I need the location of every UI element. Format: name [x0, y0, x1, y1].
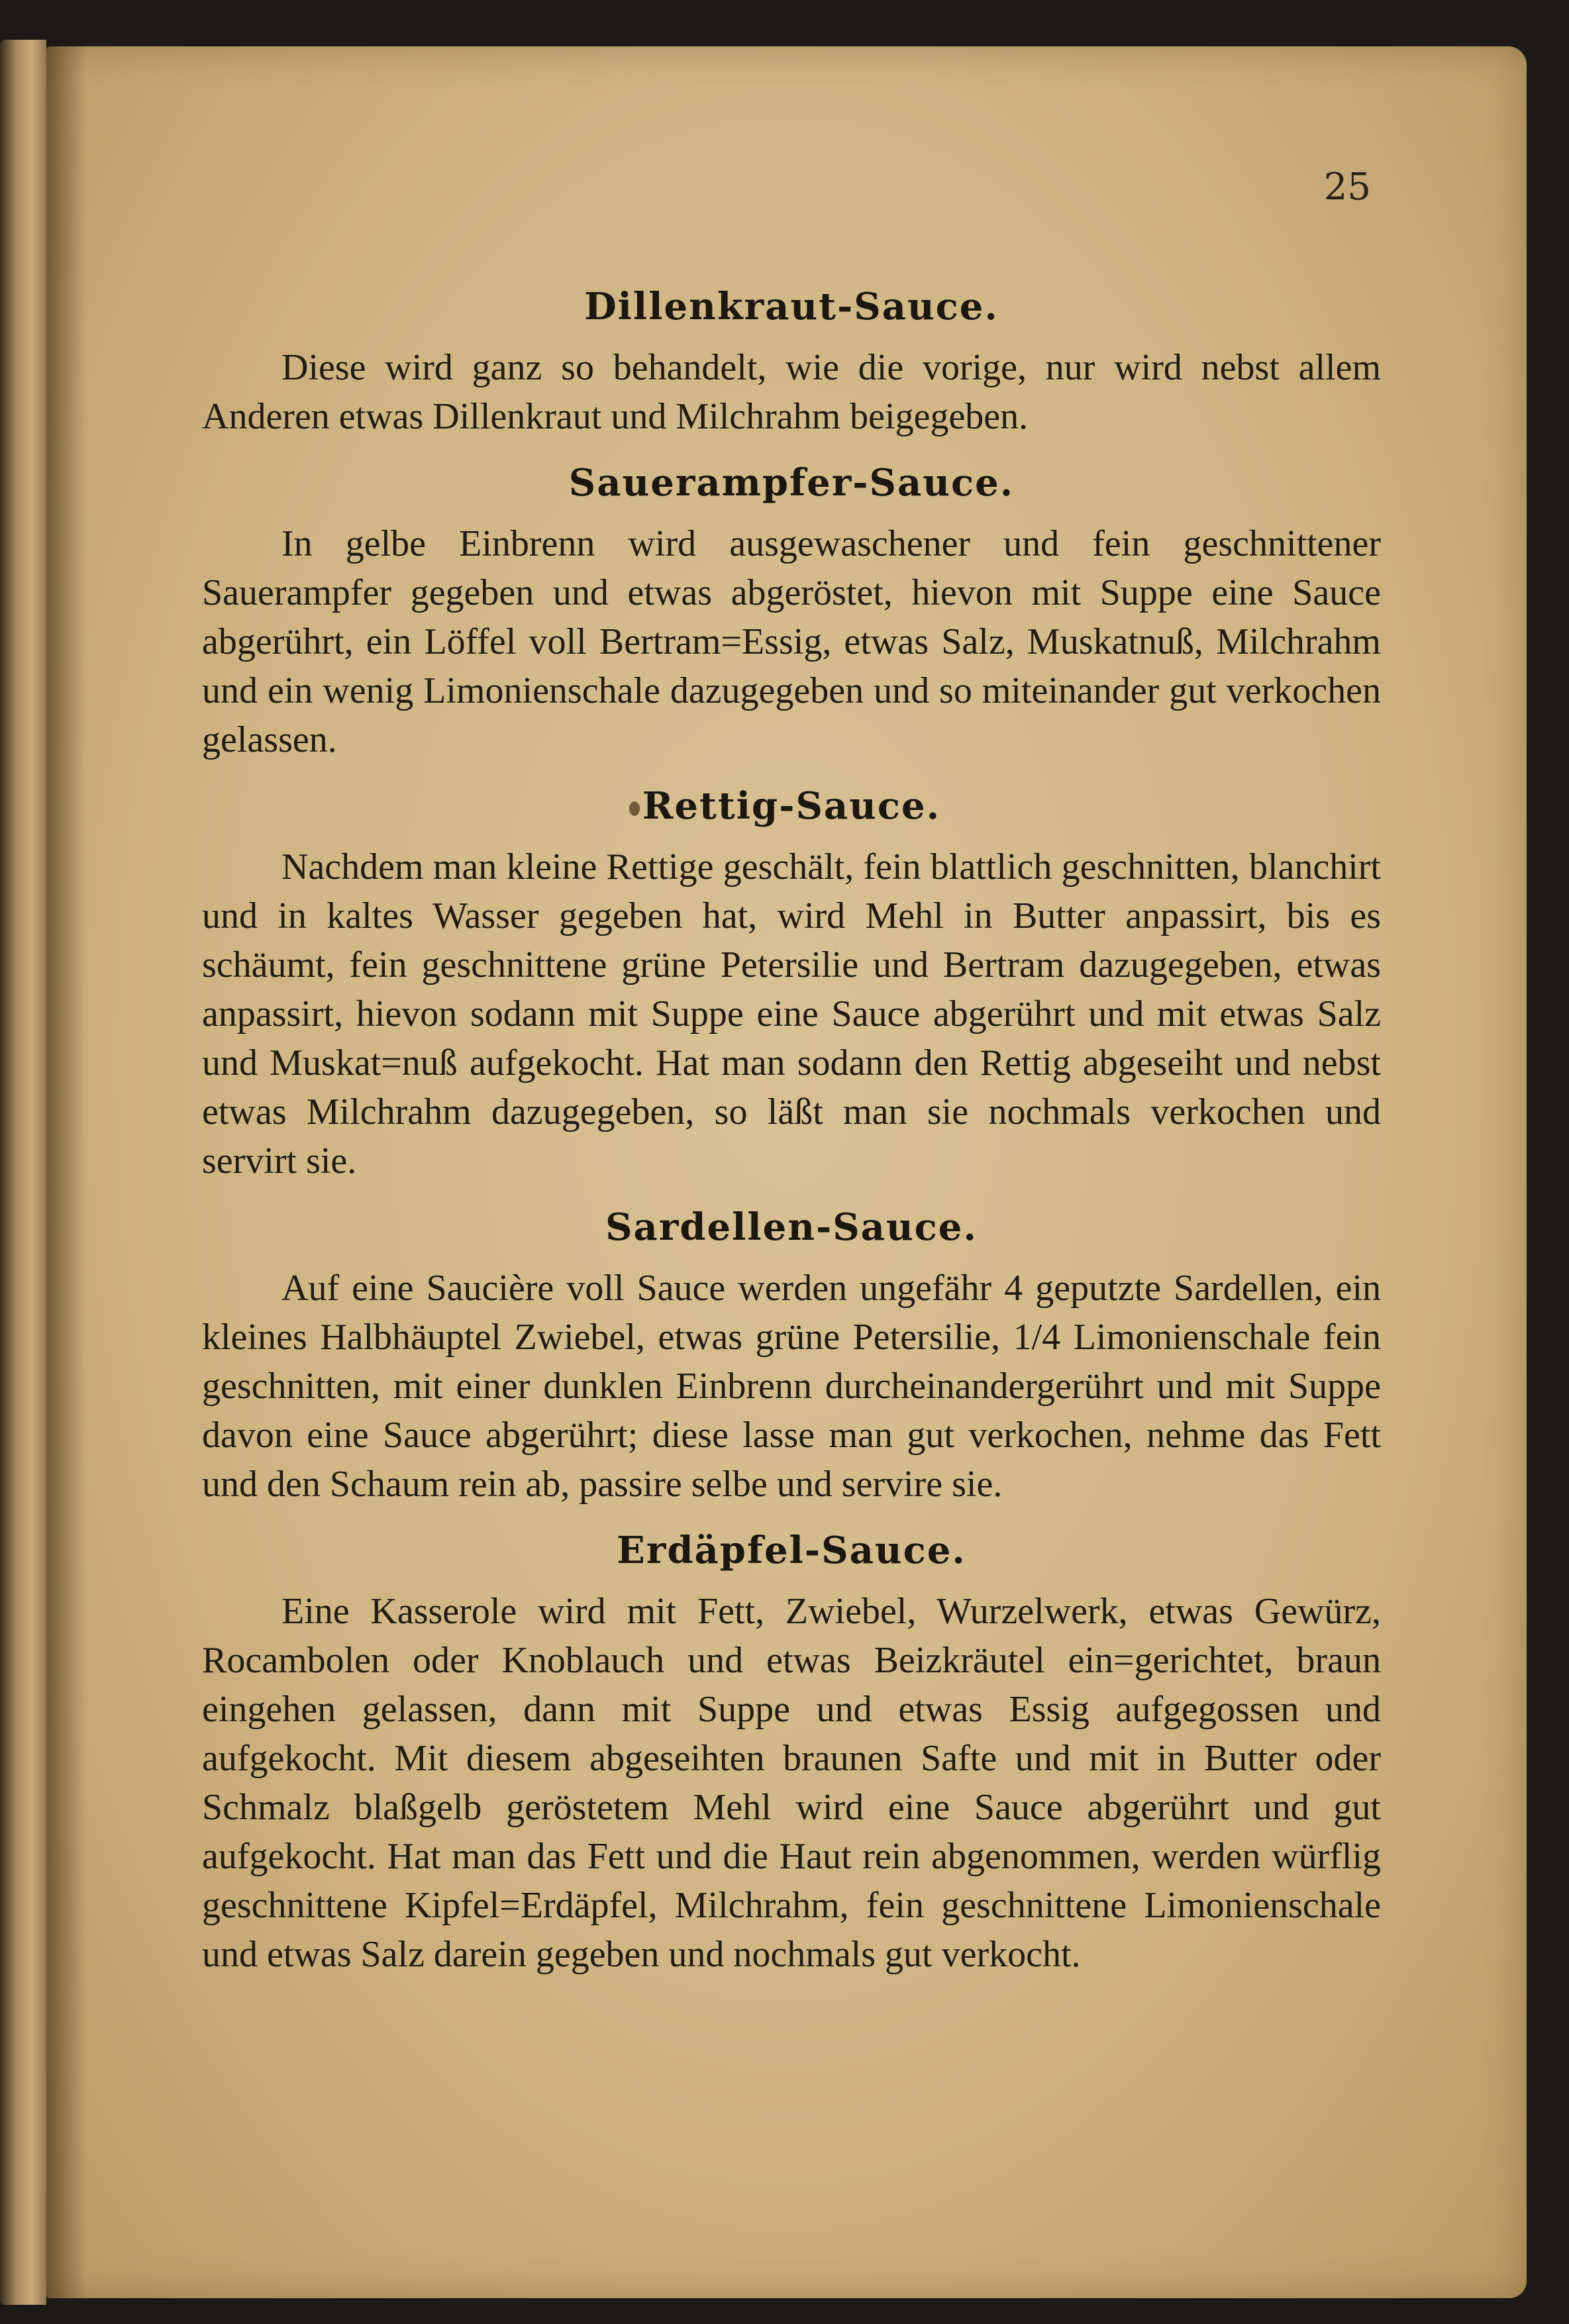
recipe-title: Rettig-Sauce.	[642, 784, 941, 828]
recipe-title: Sauerampfer-Sauce.	[568, 461, 1015, 505]
recipe-sauerampfer-sauce	[202, 461, 1381, 764]
page-gutter-shadow	[46, 46, 86, 2298]
page-number: 25	[1323, 166, 1371, 209]
page-content	[202, 285, 1381, 1999]
recipe-text: Auf eine Saucière voll Sauce werden ungefähr 4 geputzte Sardellen, ein kleines Halbhäuptel Zwiebel, etwas grüne Petersilie, 1/4 Limonienschale fein geschnitten, mit einer dunklen Einbrenn durcheinandergerührt und mit Suppe davon eine Sauce abgerührt; diese lasse man gut verkochen, nehme das Fett und den Schaum rein ab, passire selbe und servire sie.	[202, 1268, 1381, 1505]
recipe-title: Dillenkraut-Sauce.	[584, 285, 999, 328]
recipe-rettig-sauce	[202, 784, 1381, 1186]
recipe-title: Sardellen-Sauce.	[605, 1205, 978, 1249]
recipe-sardellen-sauce	[202, 1205, 1381, 1509]
previous-page-edge	[0, 40, 46, 2305]
recipe-text: Eine Kasserole wird mit Fett, Zwiebel, Wurzelwerk, etwas Gewürz, Rocambolen oder Knoblauch und etwas Beizkräutel ein=gerichtet, braun eingehen gelassen, dann mit Suppe und etwas Essig aufgegossen und aufgekocht. Mit diesem abgeseihten braunen Safte und mit in Butter oder Schmalz blaßgelb geröstetem Mehl wird eine Sauce abgerührt und gut aufgekocht. Hat man das Fett und die Haut rein abgenommen, werden würflig geschnittene Kipfel=Erdäpfel, Milchrahm, fein geschnittene Limonienschale und etwas Salz darein gegeben und nochmals gut verkocht.	[202, 1591, 1381, 1975]
recipe-dillenkraut-sauce	[202, 285, 1381, 441]
recipe-title: Erdäpfel-Sauce.	[617, 1529, 966, 1572]
recipe-text: Nachdem man kleine Rettige geschält, fein blattlich geschnitten, blanchirt und in kaltes Wasser gegeben hat, wird Mehl in Butter anpassirt, bis es schäumt, fein geschnittene grüne Petersilie und Bertram dazugegeben, etwas anpassirt, hievon sodann mit Suppe eine Sauce abgerührt und mit etwas Salz und Muskat=nuß aufgekocht. Hat man sodann den Rettig abgeseiht und nebst etwas Milchrahm dazugegeben, so läßt man sie nochmals verkochen und servirt sie.	[202, 846, 1381, 1182]
recipe-text: Diese wird ganz so behandelt, wie die vorige, nur wird nebst allem Anderen etwas Dillenkraut und Milchrahm beigegeben.	[202, 347, 1381, 437]
recipe-text: In gelbe Einbrenn wird ausgewaschener und fein geschnittener Sauerampfer gegeben und etwas abgeröstet, hievon mit Suppe eine Sauce abgerührt, ein Löffel voll Bertram=Essig, etwas Salz, Muskatnuß, Milchrahm und ein wenig Limonienschale dazugegeben und so miteinander gut verkochen gelassen.	[202, 523, 1381, 760]
recipe-erdaepfel-sauce	[202, 1529, 1381, 1979]
book-page	[46, 46, 1527, 2298]
